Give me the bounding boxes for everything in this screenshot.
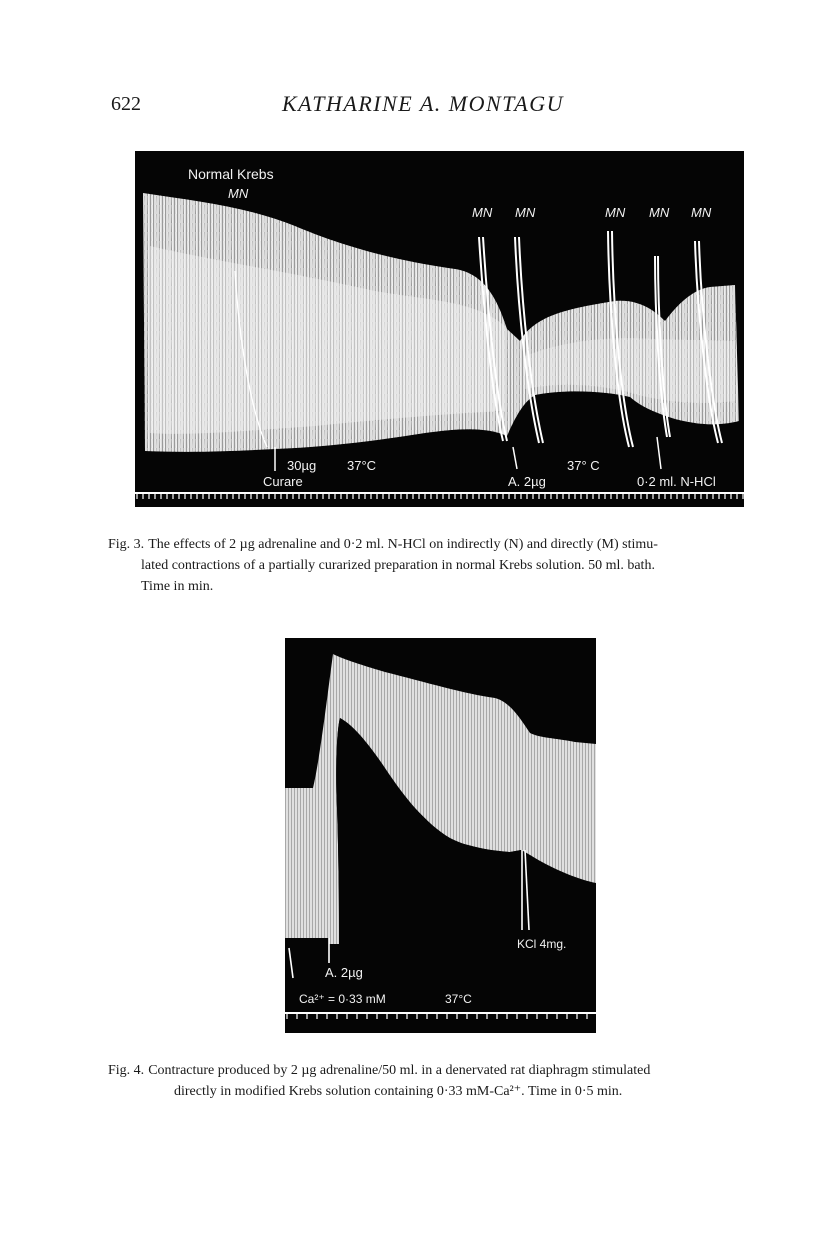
label-temp-1: 37°C	[347, 458, 377, 473]
label-temp: 37°C	[445, 992, 472, 1006]
label-mn-4: MN	[649, 205, 670, 220]
label-curare: Curare	[263, 474, 303, 489]
caption-label: Fig. 4.	[108, 1063, 145, 1078]
running-head-author: KATHARINE A. MONTAGU	[282, 91, 564, 116]
figure-4-caption	[108, 1060, 778, 1102]
label-mn-2: MN	[515, 205, 536, 220]
label-kcl: KCl 4mg.	[517, 937, 567, 951]
label-adrenaline: A. 2µg	[325, 965, 363, 980]
label-hcl-dose: 0·2 ml. N-HCl	[637, 474, 716, 489]
caption-line-3: Time in min.	[141, 579, 214, 594]
caption-line-1: Contracture produced by 2 µg adrenaline/50 ml. in a denervated rat diaphragm stimulated	[148, 1063, 651, 1078]
caption-line-2: lated contractions of a partially curarized preparation in normal Krebs solution. 50 ml. bath.	[141, 558, 655, 573]
label-normal-krebs: Normal Krebs	[188, 166, 274, 182]
label-mn-first: MN	[228, 186, 249, 201]
figure-4-kymograph	[285, 638, 596, 1033]
figure-3-kymograph	[135, 151, 744, 507]
caption-line-1: The effects of 2 µg adrenaline and 0·2 ml. N-HCl on indirectly (N) and directly (M) stimu-	[148, 537, 658, 552]
label-curare-dose: 30µg	[287, 458, 317, 473]
caption-label: Fig. 3.	[108, 537, 145, 552]
label-mn-5: MN	[691, 205, 712, 220]
label-mn-1: MN	[472, 205, 493, 220]
figure-3-caption	[108, 534, 778, 597]
page-number: 622	[111, 93, 141, 115]
caption-line-2: directly in modified Krebs solution containing 0·33 mM-Ca²⁺. Time in 0·5 min.	[174, 1084, 623, 1099]
label-adrenaline-dose: A. 2µg	[508, 474, 546, 489]
label-mn-3: MN	[605, 205, 626, 220]
label-calcium: Ca²⁺ = 0·33 mM	[299, 992, 386, 1006]
label-temp-2: 37° C	[567, 458, 600, 473]
